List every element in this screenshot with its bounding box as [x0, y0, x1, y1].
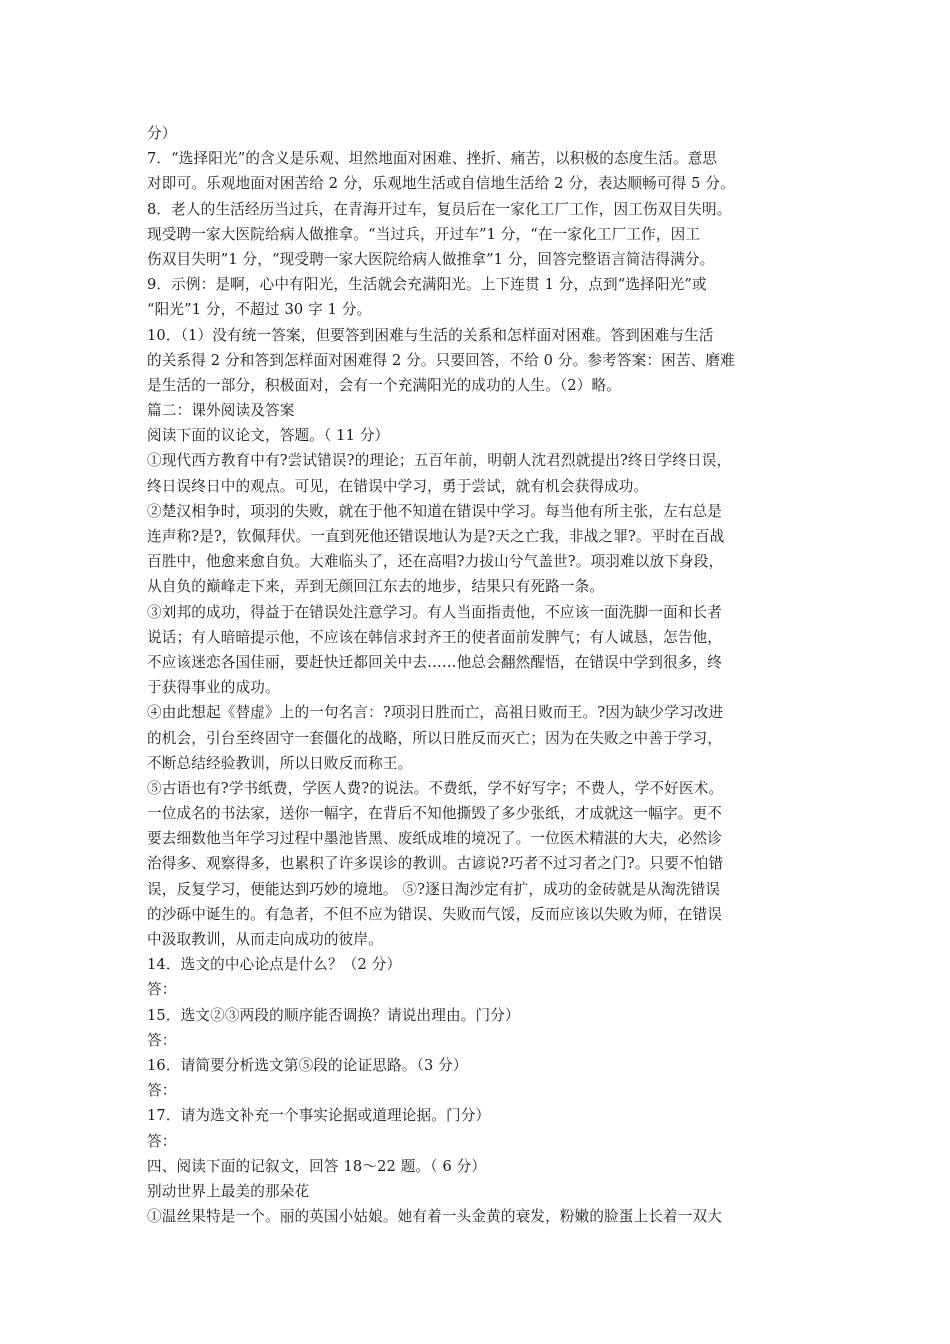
text-line: ①温丝果特是一个。丽的英国小姑娘。她有着一头金黄的衰发，粉嫩的脸蛋上长着一双大	[147, 1208, 723, 1226]
text-line: 说话；有人暗暗提示他，不应该在韩信求封齐王的使者面前发脾气；有人诚恳，怎告他，	[147, 628, 723, 646]
text-line: 中汲取教训，从而走向成功的彼岸。	[147, 931, 383, 948]
text-line: ①现代西方教育中有?尝试错误?的理论；五百年前，明朝人沈君烈就提出?终日学终日误，	[147, 452, 732, 470]
text-line: 分）	[147, 125, 177, 142]
answer-label: 答：	[147, 1132, 177, 1150]
text-line: 10．（1）没有统一答案，但要答到困难与生活的关系和怎样面对困难。答到困难与生活	[147, 326, 714, 344]
text-line: 对即可。乐观地面对困苦给 2 分，乐观地生活或自信地生活给 2 分，表达顺畅可得 5 分。	[147, 175, 735, 193]
text-line: 百胜中，他愈来愈自负。大难临头了，还在高唱?力拔山兮气盖世?。项羽难以放下身段，	[147, 553, 724, 571]
text-line: ②楚汉相争时，项羽的失败，就在于他不知道在错误中学习。每当他有所主张，左右总是	[147, 502, 723, 520]
text-line: 从自负的巅峰走下来，弄到无颜回江东去的地步，结果只有死路一条。	[147, 578, 605, 596]
text-line: 现受聘一家大医院给病人做推拿。“当过兵，开过车”1 分，“在一家化工厂工作，因工	[147, 225, 701, 243]
text-line: 的机会，引台至终固守一套僵化的战略，所以日胜反而灭亡；因为在失败之中善于学习，	[147, 729, 723, 747]
text-line: 阅读下面的议论文，答题。（ 11 分）	[147, 427, 390, 445]
text-line: 于获得事业的成功。	[147, 679, 280, 697]
section-heading: 四、阅读下面的记叙文，回答 18～22 题。（ 6 分）	[147, 1157, 487, 1175]
question-line: 16．请简要分析选文第⑤段的论证思路。（3 分）	[147, 1056, 468, 1074]
text-line: 治得多、观察得多，也累积了许多误诊的教训。古谚说?巧者不过习者之门?。只要不怕错	[147, 855, 724, 873]
answer-label: 答：	[147, 1082, 177, 1100]
text-line: 连声称?是?，钦佩拜伏。一直到死他还错误地认为是?天之亡我，非战之罪?。平时在百战	[147, 528, 725, 545]
section-heading: 篇二：课外阅读及答案	[147, 402, 295, 420]
question-line: 14．选文的中心论点是什么？（2 分）	[147, 956, 402, 974]
story-title: 别动世界上最美的那朵花	[147, 1182, 310, 1200]
text-line: 伤双目失明”1 分，“现受聘一家大医院给病人做推拿”1 分，回答完整语言简洁得满分。	[147, 250, 715, 268]
text-line: 终日误终日中的观点。可见，在错误中学习，勇于尝试，就有机会获得成功。	[147, 477, 649, 495]
text-line: 误，反复学习，便能达到巧妙的境地。 ⑤?逐日淘沙定有扩，成功的金砖就是从淘洗错误	[147, 880, 721, 898]
text-line: 7．“选择阳光”的含义是乐观、坦然地面对困难、挫折、痛苦，以积极的态度生活。意思	[147, 150, 718, 168]
text-line: 8．老人的生活经历当过兵，在青海开过车，复员后在一家化工厂工作，因工伤双目失明。	[147, 200, 732, 218]
text-line: 是生活的一部分，积极面对，会有一个充满阳光的成功的人生。（2）略。	[147, 376, 621, 394]
text-line: 不断总结经验教训，所以日败反而称王。	[147, 754, 413, 772]
text-line: 的沙砾中诞生的。有急者，不但不应为错误、失败而气馁，反而应该以失败为师，在错误	[147, 905, 723, 923]
text-line: 不应该迷恋各国佳丽，要赶快迁都回关中去……他总会翻然醒悟，在错误中学到很多，终	[147, 653, 723, 671]
text-line: 要去细数他当年学习过程中墨池皆黑、废纸成堆的境况了。一位医术精湛的大夫，必然诊	[147, 830, 723, 848]
question-line: 17．请为选文补充一个事实论据或道理论据。门分）	[147, 1107, 491, 1125]
text-line: ④由此想起《替虚》上的一句名言：?项羽日胜而亡，高祖日败而王。?因为缺少学习改进	[147, 704, 724, 722]
document-body	[147, 121, 812, 1229]
text-line: “阳光”1 分，不超过 30 字 1 分。	[147, 301, 372, 319]
text-line: 的关系得 2 分和答到怎样面对困难得 2 分。只要回答，不给 0 分。参考答案：困苦、磨难	[147, 351, 735, 369]
question-line: 15．选文②③两段的顺序能否调换？请说出理由。门分）	[147, 1006, 520, 1024]
answer-label: 答：	[147, 1031, 177, 1049]
text-line: 9．示例：是啊，心中有阳光，生活就会充满阳光。上下连贯 1 分，点到“选择阳光”或	[147, 276, 707, 294]
text-line: 一位成名的书法家，送你一幅字，在背后不知他撕毁了多少张纸，才成就这一幅字。更不	[147, 805, 723, 823]
answer-label: 答：	[147, 981, 177, 999]
text-line: ⑤古语也有?学书纸费，学医人费?的说法。不费纸，学不好写字；不费人，学不好医术。	[147, 779, 724, 797]
text-line: ③刘邦的成功，得益于在错误处注意学习。有人当面指责他，不应该一面洗脚一面和长者	[147, 603, 723, 621]
